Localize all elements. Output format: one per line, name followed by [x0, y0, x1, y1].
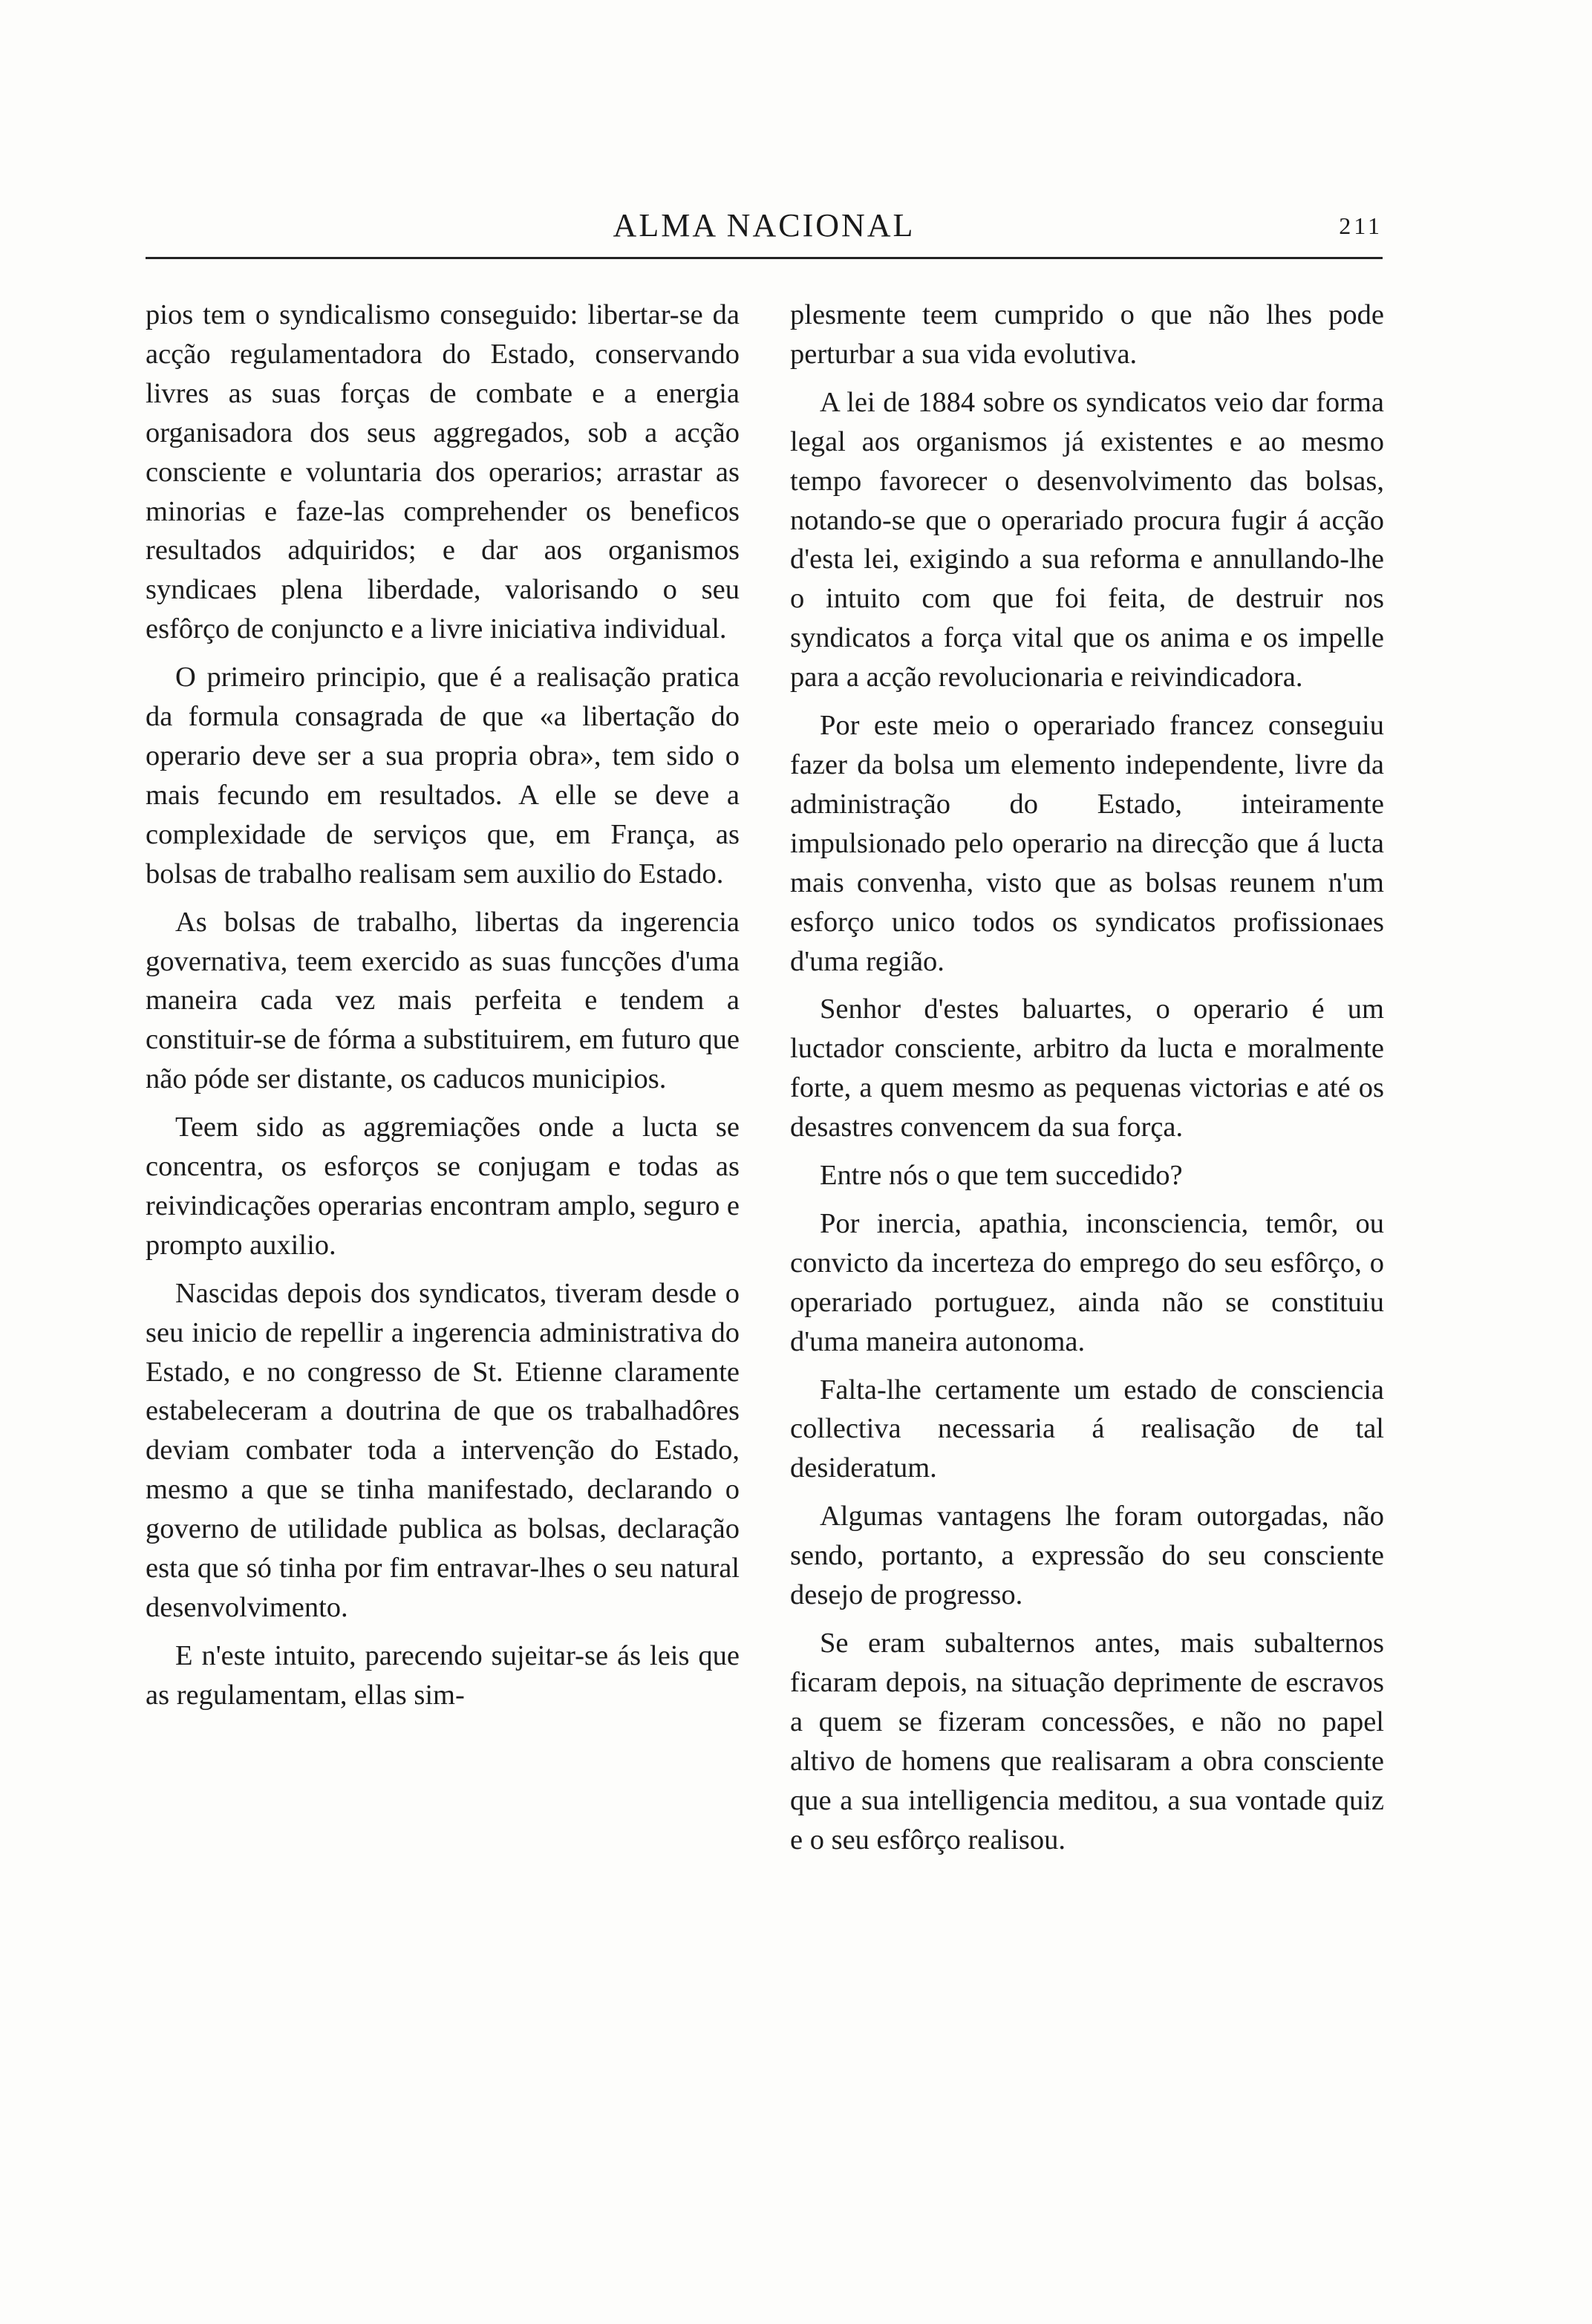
left-column — [146, 296, 740, 1715]
paragraph: Entre nós o que tem succedido? — [820, 1160, 1183, 1192]
paragraph: Se eram subalternos antes, mais subalternos ficaram depois, na situação deprimente de escravos a quem se fizeram concessões, e não no papel altivo de homens que realisaram a obra consciente que a sua intelligencia meditou, a sua vontade quiz e o seu esfôrço realisou. — [790, 1628, 1384, 1855]
paragraph: O primeiro principio, que é a realisação pratica da formula consagrada de que «a libertação do operario deve ser a sua propria obra», tem sido o mais fecundo em resultados. A elle se deve a complexidade de serviços que, em França, as bolsas de trabalho realisam sem auxilio do Estado. — [146, 662, 740, 890]
paragraph: Teem sido as aggremiações onde a lucta se concentra, os esforços se conjugam e todas as reivindicações operarias encontram amplo, seguro e prompto auxilio. — [146, 1112, 740, 1261]
right-column — [790, 296, 1384, 1859]
page-number: 211 — [1339, 212, 1383, 239]
journal-title: ALMA NACIONAL — [613, 207, 916, 244]
paragraph: As bolsas de trabalho, libertas da ingerencia governativa, teem exercido as suas funcções d'uma maneira cada vez mais perfeita e tendem a constituir-se de fórma a substituirem, em futuro que não póde ser distante, os caducos municipios. — [146, 906, 740, 1095]
paragraph: E n'este intuito, parecendo sujeitar-se ás leis que as regulamentam, ellas sim- — [146, 1639, 740, 1711]
paragraph: plesmente teem cumprido o que não lhes pode perturbar a sua vida evolutiva. — [790, 299, 1384, 370]
paragraph: pios tem o syndicalismo conseguido: libertar-se da acção regulamentadora do Estado, conservando livres as suas forças de combate e a energia organisadora dos seus aggregados, sob a acção consciente e voluntaria dos operarios; arrastar as minorias e faze-las comprehender os beneficos resultados adquiridos; e dar aos organismos syndicaes plena liberdade, valorisando o seu esfôrço de conjuncto e a livre iniciativa individual. — [146, 299, 740, 645]
paragraph: Por este meio o operariado francez conseguiu fazer da bolsa um elemento independente, livre da administração do Estado, inteiramente impulsionado pelo operario na direcção que á lucta mais convenha, visto que as bolsas reunem n'um esforço unico todos os syndicatos profissionaes d'uma região. — [790, 710, 1384, 977]
paragraph: Por inercia, apathia, inconsciencia, temôr, ou convicto da incerteza do emprego do seu esfôrço, o operariado portuguez, ainda não se constituiu d'uma maneira autonoma. — [790, 1207, 1384, 1357]
running-header — [146, 206, 1383, 255]
paragraph: Senhor d'estes baluartes, o operario é um luctador consciente, arbitro da lucta e moralmente forte, a quem mesmo as pequenas victorias e até os desastres convencem da sua força. — [790, 993, 1384, 1143]
header-rule — [146, 257, 1383, 259]
paragraph: A lei de 1884 sobre os syndicatos veio dar forma legal aos organismos já existentes e ao mesmo tempo favorecer o desenvolvimento das bolsas, notando-se que o operariado procura fugir á acção d'esta lei, exigindo a sua reforma e annullando-lhe o intuito com que foi feita, de destruir nos syndicatos a força vital que os anima e os impelle para a acção revolucionaria e reivindicadora. — [790, 386, 1384, 693]
paragraph: Falta-lhe certamente um estado de consciencia collectiva necessaria á realisação de tal desideratum. — [790, 1374, 1384, 1484]
paragraph: Algumas vantagens lhe foram outorgadas, não sendo, portanto, a expressão do seu consciente desejo de progresso. — [790, 1501, 1384, 1611]
paragraph: Nascidas depois dos syndicatos, tiveram desde o seu inicio de repellir a ingerencia administrativa do Estado, e no congresso de St. Etienne claramente estabeleceram a doutrina de que os trabalhadôres deviam combater toda a intervenção do Estado, mesmo a que se tinha manifestado, declarando o governo de utilidade publica as bolsas, declaração esta que só tinha por fim entravar-lhes o seu natural desenvolvimento. — [146, 1277, 740, 1623]
